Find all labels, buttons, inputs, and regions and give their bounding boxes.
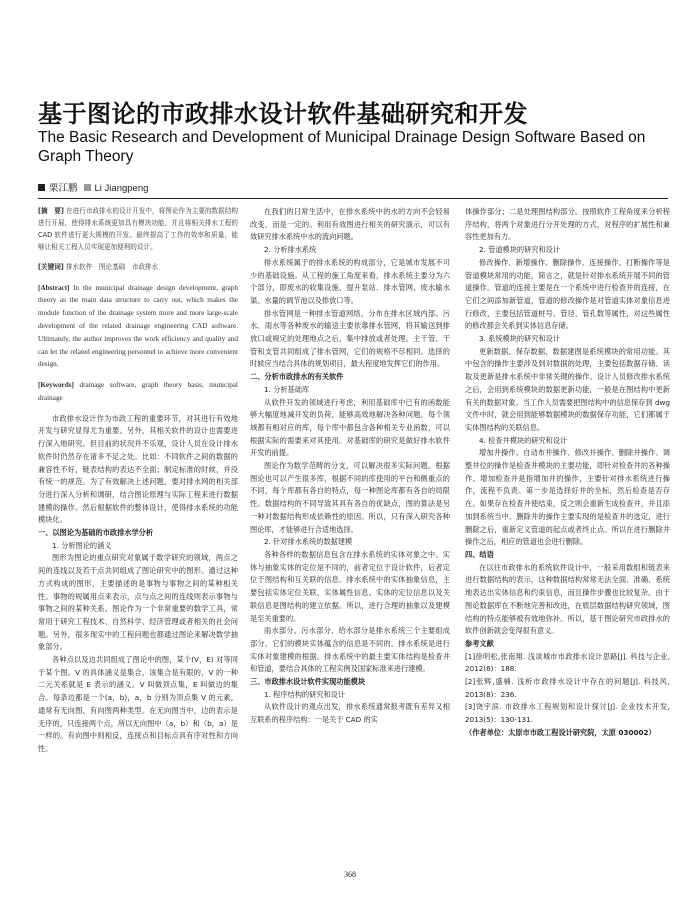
paragraph: 更新数据、保存数据、数据建图是系统模块的常用功能。其中包含的操作主要涉及到对数据的处理，主要包括数据存储、读取及更新是排水系统中非常关键的操作。设计人员修改排水系统之后，会用到系统模块的数据更新功能，一般是在图结构中更新有关的数据对象。当工作人员需要把图结构中的信息保存到 dwg 文件中时，就会用到能够数据模块的数据保存功能，它们都属于实体图结构的关联信息。: [465, 346, 670, 432]
subsection-heading: 2. 管道模块的研究和设计: [479, 245, 561, 255]
paragraph: 排水系统属于的排水系统的构成部分，它是城市发展不可少的基础设施。从工程的施工角度来看，排水系统主要分为六个部分，即废水的收集设施、提升泵站、排水管网、废水输水渠、水量的调节池以及排放口等。: [250, 257, 450, 305]
section-heading: 一、以图论为基础的市政排水学分析: [38, 528, 154, 538]
paragraph: 各种各样的数据信息包含在排水系统的实体对象之中。实体与抽象实体的定位是不同的，前者定位于设计软件，后者定位于图结构和互关联的信息。排水系统中的实体抽象信息，主要包括实体定位关联、实体属性信息。实体的定位信息以及关联信息是图结构的建立依据。所以，进行合理的抽象以及建模是至关重要的。: [250, 549, 450, 623]
paragraph: 排水管网是一种排水管道网络，分布在排水区域内部。污水、雨水等各种废水的输送主要依靠排水管网，将其输送到排放口或规定的处理地点之后，集中排放或者处理。主干管、干管和支管共同组成了排水管网，它们的规格不尽相同。选择的时候应当结合具体的规划项目，最大程度地发挥它们的作用。: [250, 308, 450, 369]
author-affiliation: （作者单位：太原市市政工程设计研究院，太原 030002）: [465, 727, 656, 737]
abstract-cn-label: [摘 要]: [38, 207, 64, 215]
paragraph: 在以往市政排水的系统软件设计中，一般采用数组和链表来进行数据结构的表示，这种数据结构常常无法全面、准确、系统地表达出实体信息和约束信息，而且操作步骤也比较复杂。由于图论数据库在不断地完善和改进，在底层数据结构研究领域，图结构的特点能够被有效地弥补。所以，基于图论研究市政排水的软件创新就会变得很有意义。: [465, 562, 670, 636]
author-name-en: Li Jiangpeng: [94, 183, 149, 194]
page-number: 368: [344, 870, 356, 879]
reference-item: [2]张辉,盛楠. 浅析市政排水设计中存在的问题[J]. 科技风, 2013(8)：236.: [465, 677, 670, 699]
references-heading: 参考文献: [465, 638, 494, 648]
subsection-heading: 4. 检查井模块的研究和设计: [479, 435, 568, 445]
paragraph: 从软件开发的领域进行考虑，利用基础库中已有的函数能够大幅度地减开发的负荷，能够高效地解决各种问题。每个领域都有相对应的库，每个库中都包含各种相关专业函数，可以根据实际的需要来对其使用。对基础库的研究是做好排水软件开发的前提。: [250, 397, 450, 458]
reference-item: [3]饶宇滨. 市政排水工程规划和设计探讨[J]. 企业技术开发, 2013(5)：130-131.: [465, 702, 670, 725]
section-heading: 四、结语: [465, 549, 494, 559]
column-3: [465, 206, 670, 740]
paragraph: 修改操作、新增操作、删除操作、连接操作、打断操作等是管道模块常用的功能，简言之，就是针对排水系统开展不同的管道操作。管道的连接主要是在一个系统中进行检查井的连接，在它们之间添加新管道，管道的修改操作是对管道实体对象信息进行修改，主要包括管道桩号、管径、管孔数等属性，对这些属性的修改都会关系到实体信息存储。: [465, 257, 670, 331]
author-line: [38, 180, 148, 194]
paragraph: 各种点以及边共同组成了图论中的图，某个(V，E) 对等同于某个图。V 的具体涵义是集合，该集合是有限的，V 的一种二元关系就是 E 表示的涵义。V 叫做顶点集，E 叫做边的集合。每条边都是一个(a，b)，a，b 分别为顶点集 V 的元素，通常有无向图、有向图两种类型。在无向图当中，边的表示是无序的，只连接两个点，所以无向图中（a，b）和（b，a）是一样的。有向图中则相反，连接点和目标点具有序对性和方向性。: [38, 655, 238, 753]
section-heading: 三、市政排水设计软件实现功能模块: [250, 677, 366, 687]
abstract-en-label: [Abstract]: [38, 283, 70, 292]
paragraph: 体操作部分；二是处理图结构部分。按照软件工程角度来分析程序结构，将两个对象进行分开处理的方式，对程序的扩展性和兼容性更加有力。: [465, 207, 670, 242]
column-2: [250, 206, 450, 727]
section-heading: 二、分析市政排水的有关软件: [250, 372, 344, 382]
paragraph: 增加井操作、自动布井操作、修改井操作、删除井操作、调整井位的操作是检查井模块的主要功能，即针对检查井的各种操作。增加检查井是指增加井的操作，主要针对排水系统进行操作，流程不负责。第一步是选择好井的坐标，然后检查是否存在。如果存在检查井使结束，反之则会重新生成检查井，并且添加到系统当中。删除井的操作主要实现的是检查井的选定，进行删除之后，重新定义管道的起点或者终止点。所以在进行删除井操作之后，相应的管道也会进行删除。: [465, 448, 670, 547]
subsection-heading: 2. 针对排水系统的数据建模: [264, 537, 353, 547]
paragraph: 在我们的日常生活中，在排水系统中的水的方向不会轻易改变，而是一定的。利用有效图进行相关的研究演示，可以有效研究排水系统中水的流向问题。: [250, 207, 450, 242]
author-name-cn: 栗江鹏: [49, 183, 78, 194]
square-bullet-icon: [84, 184, 91, 191]
subsection-heading: 2. 分析排水系统: [264, 245, 317, 255]
page-title-en: The Basic Research and Development of Municipal Drainage Design Software Based on Graph Theory: [38, 129, 646, 165]
subsection-heading: 3. 系统模块的研究和设计: [479, 334, 561, 344]
reference-item: [1]徐明松,张南翔. 浅谈城市市政排水设计思路[J]. 科技与企业, 2012(6)：188.: [465, 651, 670, 674]
subsection-heading: 1. 分析基础库: [264, 384, 310, 394]
square-bullet-icon: [38, 184, 45, 191]
abstract-cn-text: 在进行市政排水的设计开发中，将图论作为主要的数据结构进行开展，使得排水系统更加具有模块功能，并且将相关排水工程的 CAD 软件进行更大规模的开发。最终提高了工作的效率和质量，能够让相关工程人员实现更加便利的设计。: [38, 207, 239, 251]
keywords-en-label: [Keywords]: [38, 381, 74, 390]
paragraph: 雨水部分、污水部分、给水部分是排水系统三个主要组成部分，它们的模块实体蕴含的信息是不同的。排水系统是进行实体对象建模的根据。排水系统中的最主要实体结构是检查井和管道，要结合具体的工程实例及国家标准来进行建模。: [250, 626, 450, 674]
keywords-cn-text: 排水软件 图论基础 市政排水: [65, 262, 159, 271]
subsection-heading: 1. 分析图论的涵义: [52, 540, 112, 550]
keywords-cn-label: [关键词]: [38, 262, 64, 271]
paragraph: 市政排水设计作为市政工程的重要环节，对其进行有效地开发与研究显得尤为重要。另外，其相关软件的设计也需要进行深入地研究。但目前的状况并不乐观，设计人员在设计排水软件时仍然存在诸多不足之处。比如：不同软件之间的数据的兼容性不好，链表结构的表达不全面；制定标准的时候，并没有统一的规范。为了有效解决上述问题，要对排水网的相关部分进行深入分析和调研，结合图论原理与实际工程来进行数据建模的操作。然后根据软件的整体设计，使得排水系统的功能模块化。: [38, 413, 238, 525]
abstract-en-text: In the municipal drainage design development, graph theory as the main data structure to carry out, which makes the module function of the drainage system more and more large-scale development of the related drainage engineering CAD software. Ultimately, the author improves the work efficiency and quality and can let the related engineering personnel to achieve more convenient design.: [38, 283, 238, 369]
paragraph: 从软件设计的观点出发，排水系统通常报考既有差异又相互联系的程序结构：一是关于 CAD 的实: [250, 702, 450, 725]
abstract-block: [38, 206, 238, 413]
paragraph: 图形为图论的重点研究对象属于数学研究的领域，两点之间的连线以及若干点共同组成了图论研究中的图形。通过这种方式构成的图形，主要描述的是事物与事物之间的某种相关性。事物的规属用点来表示，点与点之间的连线则表示事物与事物之间的某种关系。图论作为一个非常重要的数学工具，常常用于研究工程技术、自然科学、经济管理或者相关的社会问题。另外，很多现实中的工程问题也都通过图论来解决数学抽象部分。: [38, 553, 238, 652]
subsection-heading: 1. 程序结构的研究和设计: [264, 689, 346, 699]
column-1: [38, 206, 238, 756]
paragraph: 图论作为数学范畴的分支，可以解决很多实际问题。根据图论也可以产生很多库，根据不同的库使用的平台和侧重点的不同，每个库都有各自的特点，每一种图论库都有各自的局限性。数据结构的不同导致其具有各自的优缺点，图的算法是另一种对数据结构形成依赖性的原因。所以，只有深入研究各种图论库，才能够进行合适地选择。: [250, 461, 450, 534]
keywords-en-text: drainage software, graph theory basis, municipal drainage: [38, 381, 238, 402]
page-title: 基于图论的市政排水设计软件基础研究和开发: [38, 100, 528, 128]
header-rule: [38, 198, 668, 199]
